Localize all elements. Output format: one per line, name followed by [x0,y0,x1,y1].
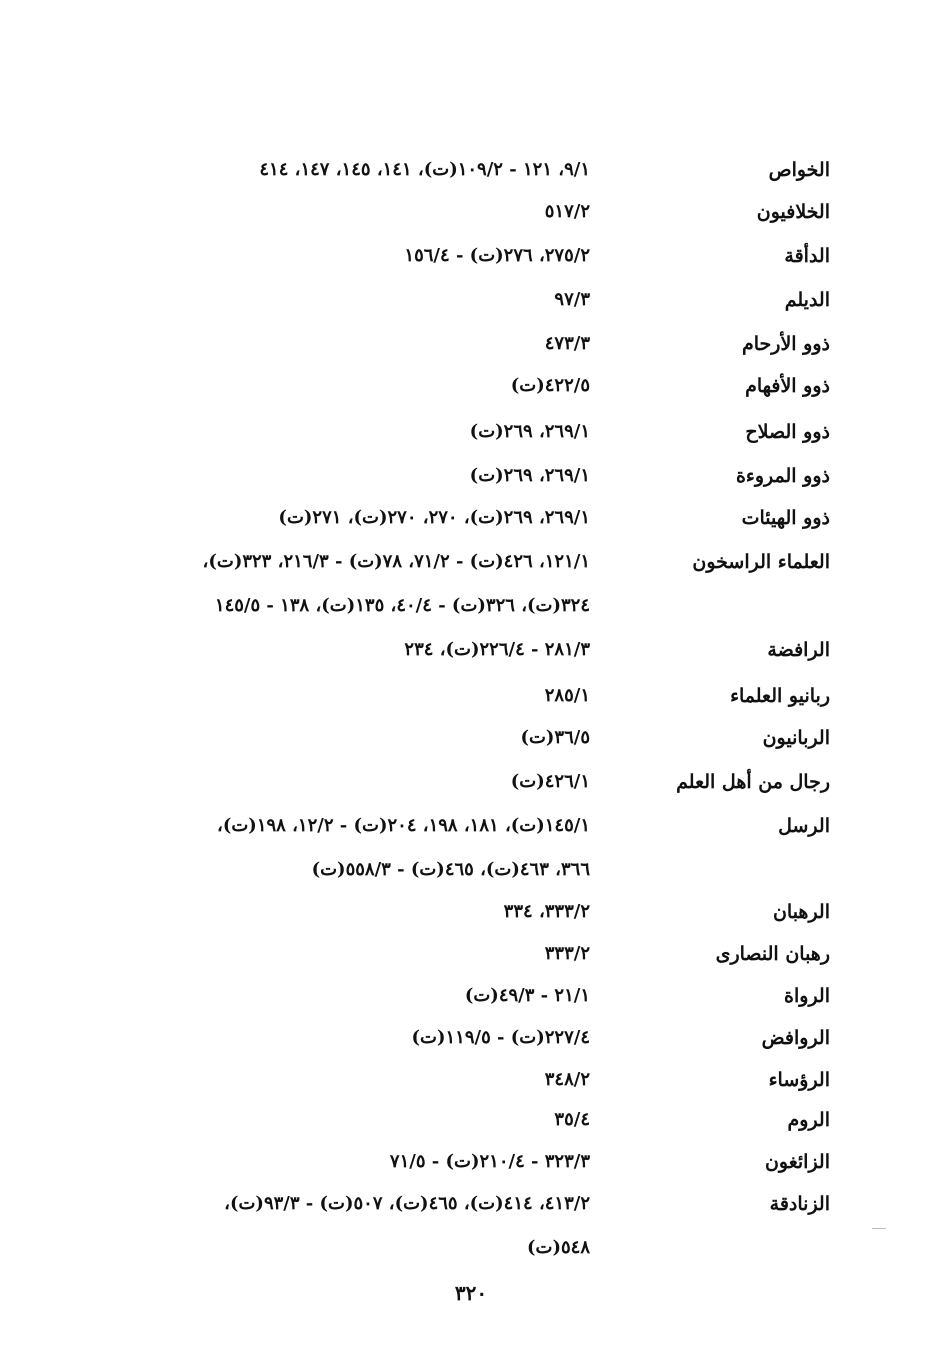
index-entry [0,324,942,364]
index-entry [0,150,942,190]
index-entry [0,1184,942,1224]
index-entry [0,1018,942,1058]
entry-term: ذوو الصلاح [745,421,830,443]
index-entry [0,236,942,276]
index-entry [0,630,942,670]
entry-term: رجال من أهل العلم [676,771,830,793]
entry-term [630,1228,830,1268]
index-entry [0,1100,942,1140]
entry-references: ٢٧٥/٢، ٢٧٦(ت) - ١٥٦/٤ [404,245,590,266]
entry-term: رهبان النصارى [715,943,830,965]
entry-references: ٢٦٩/١، ٢٦٩(ت) [469,465,590,486]
entry-term: ذوو المروءة [735,465,830,487]
entry-references: ٢٨١/٣ - ٢٢٦/٤(ت)، ٢٣٤ [404,639,590,660]
entry-term: الرهبان [772,901,830,923]
entry-term [630,850,830,890]
entry-term [630,586,830,626]
entry-references: ٥١٧/٢ [544,201,590,222]
entry-term: الروم [787,1109,830,1131]
index-entry [0,366,942,406]
entry-references: ٩٧/٣ [554,289,590,310]
entry-references: ٢٦٩/١، ٢٦٩(ت)، ٢٧٠، ٢٧٠(ت)، ٢٧١(ت) [278,507,590,528]
index-entry-continuation [0,586,942,626]
entry-references: ١٤٥/١(ت)، ١٨١، ١٩٨، ٢٠٤(ت) - ١٢/٢، ١٩٨(ت)، [217,815,590,836]
entry-references: ٣٣٣/٢، ٣٣٤ [503,901,590,922]
entry-references: ٣٢٣/٣ - ٢١٠/٤(ت) - ٧١/٥ [389,1151,590,1172]
entry-references: ٥٤٨(ت) [527,1237,590,1258]
entry-references: ٤١٣/٢، ٤١٤(ت)، ٤٦٥(ت)، ٥٠٧(ت) - ٩٣/٣(ت)، [224,1193,590,1214]
entry-references: ٣٣٣/٢ [544,943,590,964]
entry-term: الخلافيون [756,201,830,223]
entry-term: ذوو الهيئات [741,507,830,529]
page-number: ٣٢٠ [454,1281,488,1305]
entry-term: الربانيون [762,727,830,749]
index-entry [0,934,942,974]
index-entry [0,456,942,496]
index-entry [0,412,942,452]
entry-references: ٢٢٧/٤(ت) - ١١٩/٥(ت) [411,1027,590,1048]
index-entry [0,498,942,538]
entry-term: الدأقة [784,245,830,267]
index-entry-continuation [0,1228,942,1268]
entry-term: الخواص [768,159,830,181]
index-entry [0,762,942,802]
entry-term: العلماء الراسخون [692,551,830,573]
entry-references: ٣٢٤(ت)، ٣٢٦(ت) - ٤٠/٤، ١٣٥(ت)، ١٣٨ - ١٤٥/٥ [214,595,590,616]
index-entry [0,892,942,932]
entry-references: ١٢١/١، ٤٢٦(ت) - ٧١/٢، ٧٨(ت) - ٢١٦/٣، ٣٢٣(ت)، [202,551,590,572]
entry-references: ٢٨٥/١ [544,685,590,706]
entry-references: ٢٦٩/١، ٢٦٩(ت) [469,421,590,442]
index-entry [0,1142,942,1182]
entry-term: الزنادقة [769,1193,830,1215]
index-entry [0,192,942,232]
entry-term: الرافضة [767,639,830,661]
entry-term: ذوو الأرحام [741,333,830,355]
entry-references: ٤٢٦/١(ت) [510,771,590,792]
entry-term: الروافض [761,1027,830,1049]
index-entry [0,806,942,846]
entry-term: ربانيو العلماء [730,685,830,707]
entry-references: ٩/١، ١٢١ - ١٠٩/٢(ت)، ١٤١، ١٤٥، ١٤٧، ٤١٤ [259,159,590,180]
entry-references: ٤٧٣/٣ [544,333,590,354]
index-entry [0,1060,942,1100]
index-entry [0,280,942,320]
entry-term: الرؤساء [768,1069,830,1091]
index-entry-continuation [0,850,942,890]
scan-mark [872,1228,886,1229]
entry-references: ٣٤٨/٢ [544,1069,590,1090]
entry-references: ٢١/١ - ٤٩/٣(ت) [464,985,590,1006]
entry-references: ٣٥/٤ [554,1109,590,1130]
entry-term: ذوو الأفهام [745,375,830,397]
index-entry [0,676,942,716]
index-entry [0,976,942,1016]
entry-references: ٤٢٢/٥(ت) [510,375,590,396]
index-entry [0,718,942,758]
index-entry [0,542,942,582]
entry-references: ٣٦٦، ٤٦٣(ت)، ٤٦٥(ت) - ٥٥٨/٣(ت) [311,859,590,880]
entry-term: الرواة [784,985,830,1007]
entry-references: ٣٦/٥(ت) [520,727,590,748]
entry-term: الزائغون [764,1151,830,1173]
entry-term: الديلم [784,289,830,311]
entry-term: الرسل [778,815,830,837]
